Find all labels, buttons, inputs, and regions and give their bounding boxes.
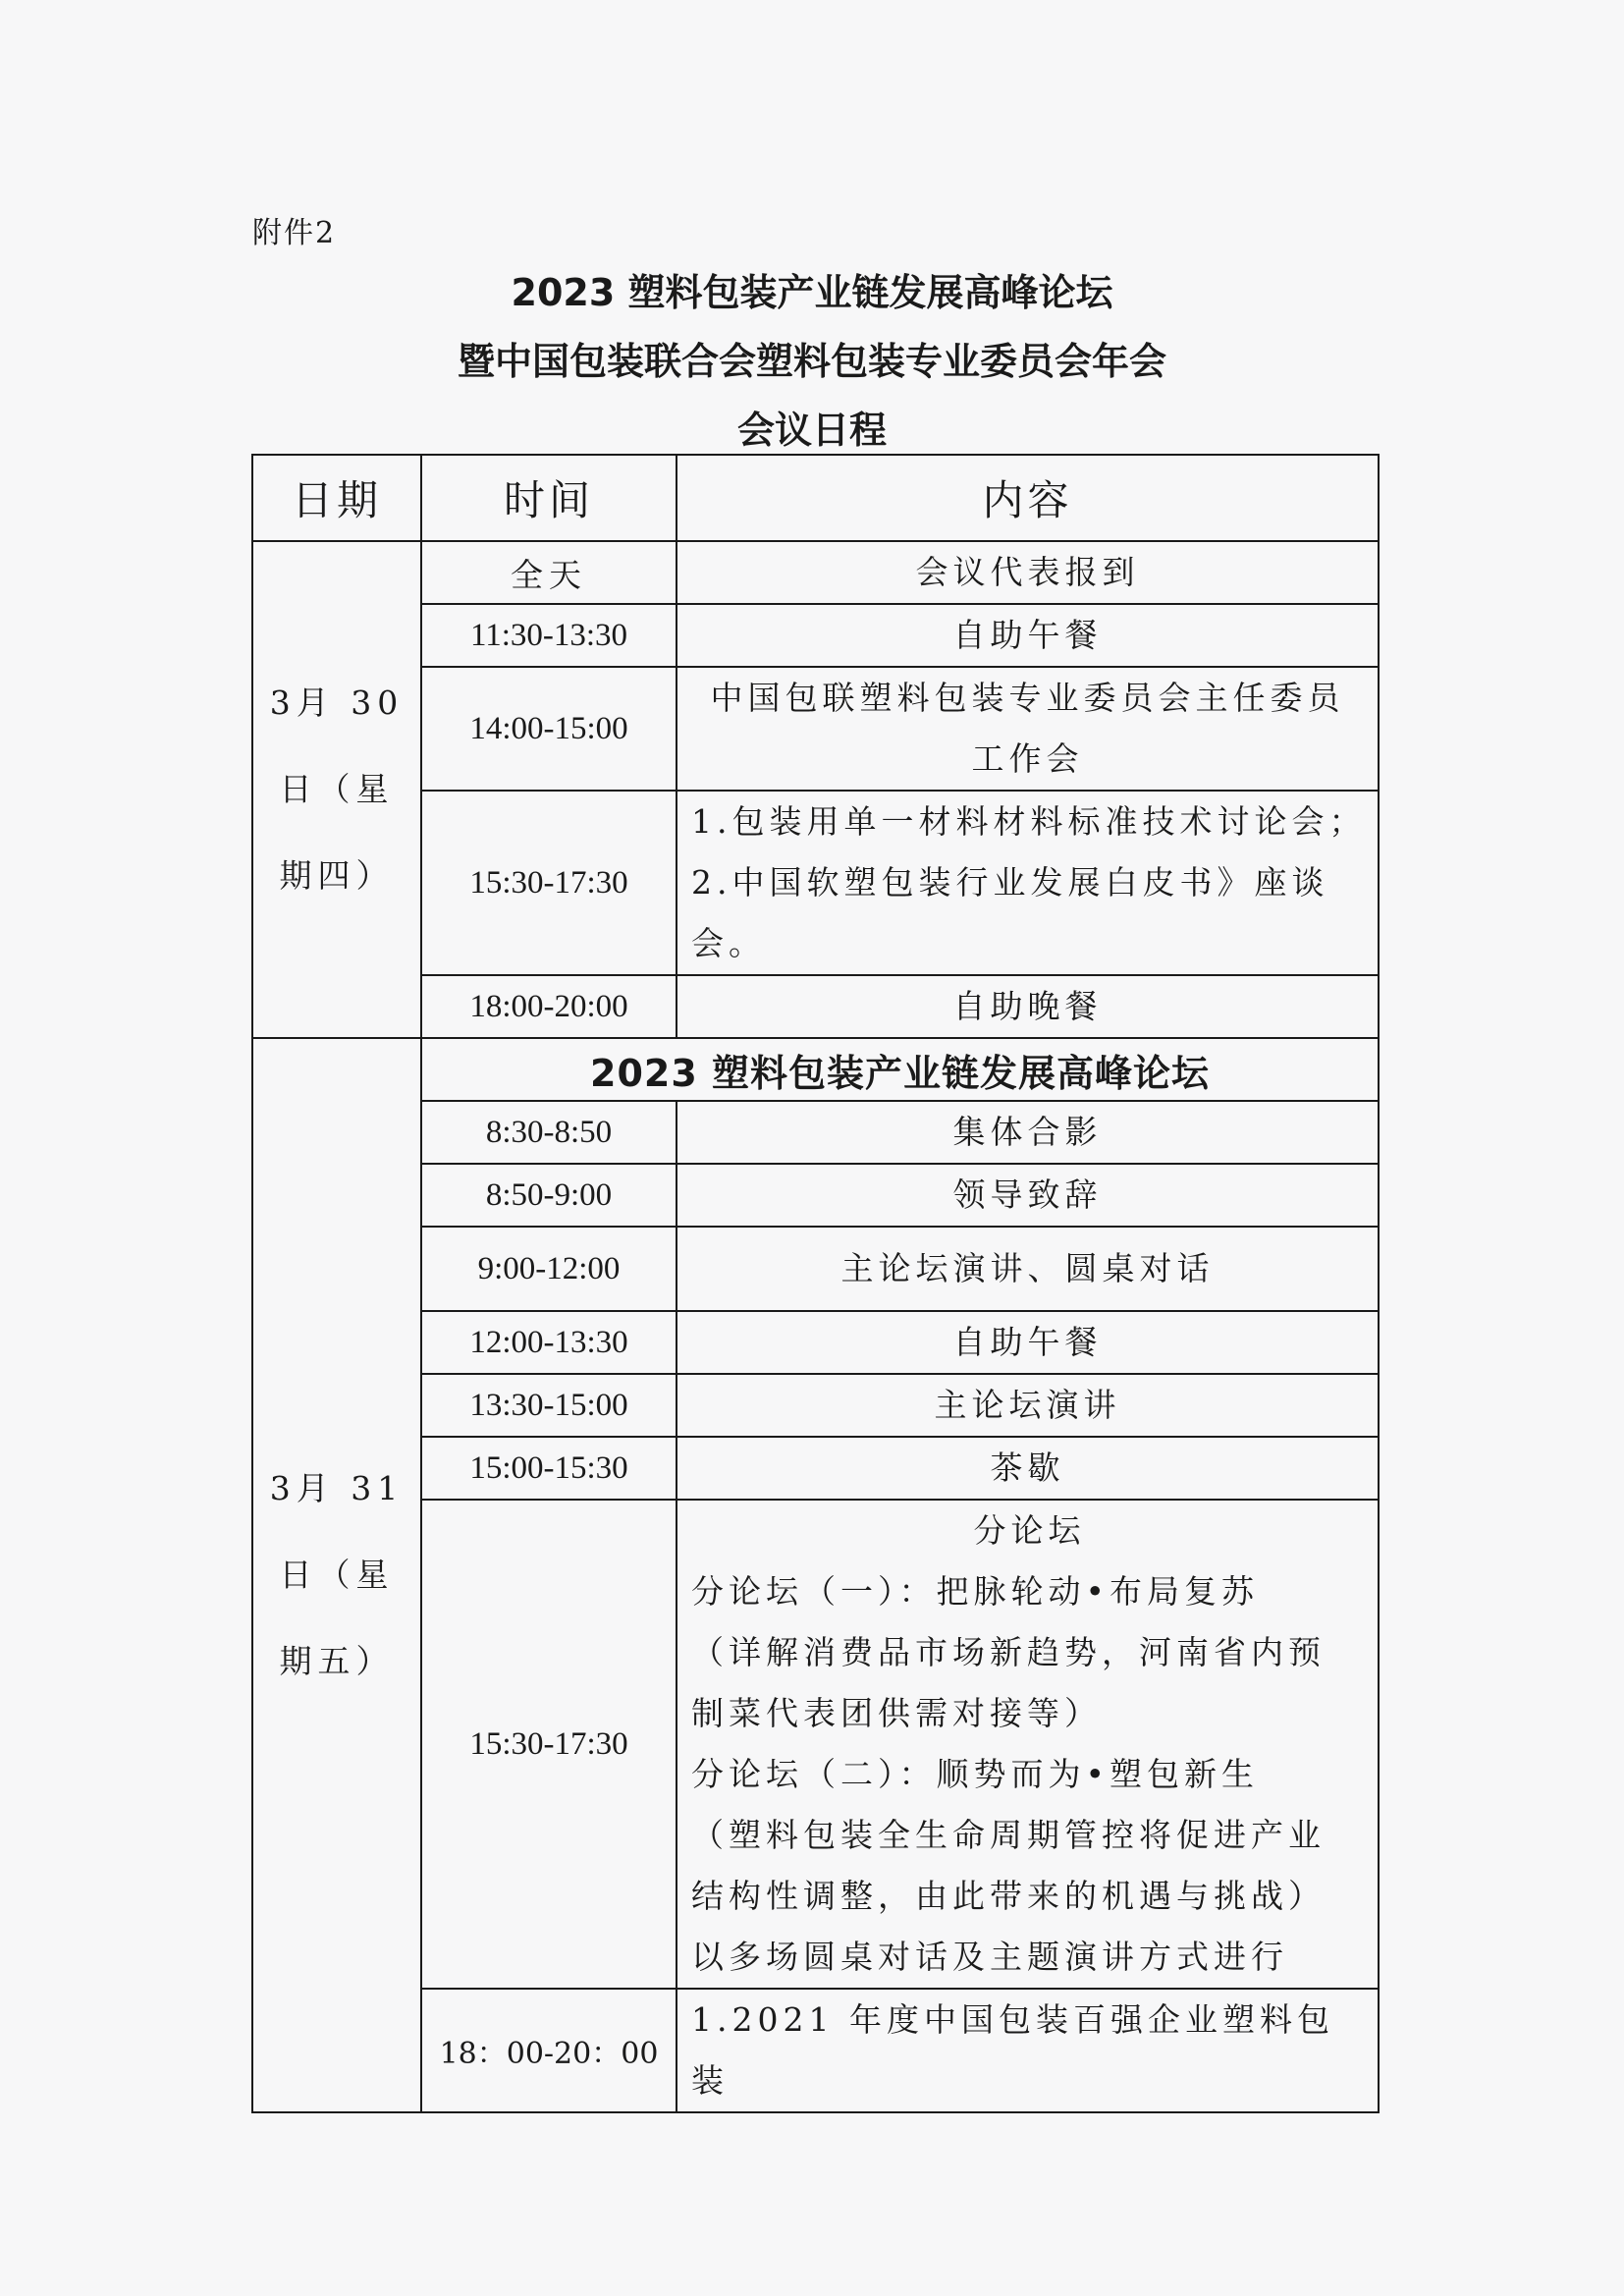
content-cell: 茶歇 [677,1437,1379,1500]
header-date: 日期 [252,455,421,541]
time-cell: 全天 [421,541,677,604]
time-cell: 14:00-15:00 [421,667,677,791]
time-cell: 8:30-8:50 [421,1101,677,1164]
time-cell: 15:30-17:30 [421,791,677,975]
forum-title: 2023 塑料包装产业链发展高峰论坛 [421,1038,1379,1101]
content-cell: 集体合影 [677,1101,1379,1164]
time-cell: 15:00-15:30 [421,1437,677,1500]
attachment-label: 附件2 [252,216,337,250]
table-row [252,1227,1379,1311]
content-cell: 主论坛演讲 [677,1374,1379,1437]
sub-title: 暨中国包装联合会塑料包装专业委员会年会 [457,340,1166,383]
table-row [252,1374,1379,1437]
time-cell: 13:30-15:00 [421,1374,677,1437]
table-row [252,1500,1379,1989]
table-row [252,667,1379,791]
table-row [252,604,1379,667]
table-row [252,1989,1379,2112]
schedule-table [251,454,1380,2113]
date-cell-day1: 3月 30 日（星 期四） [252,541,421,1038]
main-title: 2023 塑料包装产业链发展高峰论坛 [511,271,1113,314]
table-row [252,541,1379,604]
content-cell: 中国包联塑料包装专业委员会主任委员 工作会 [677,667,1379,791]
table-row [252,1101,1379,1164]
schedule-title: 会议日程 [736,409,887,452]
header-time: 时间 [421,455,677,541]
content-cell: 会议代表报到 [677,541,1379,604]
table-row [252,1311,1379,1374]
content-cell: 自助晚餐 [677,975,1379,1038]
header-content: 内容 [677,455,1379,541]
table-header-row [252,455,1379,541]
time-cell: 18:00-20:00 [421,975,677,1038]
table-row [252,1164,1379,1227]
time-cell: 11:30-13:30 [421,604,677,667]
content-cell: 1.2021 年度中国包装百强企业塑料包装 [677,1989,1379,2112]
content-cell: 领导致辞 [677,1164,1379,1227]
time-cell: 9:00-12:00 [421,1227,677,1311]
forum-title-row [252,1038,1379,1101]
content-cell: 1.包装用单一材料材料标准技术讨论会； 2.中国软塑包装行业发展白皮书》座谈 会。 [677,791,1379,975]
time-cell: 18：00-20：00 [421,1989,677,2112]
time-cell: 12:00-13:30 [421,1311,677,1374]
content-cell: 自助午餐 [677,604,1379,667]
time-cell: 15:30-17:30 [421,1500,677,1989]
time-cell: 8:50-9:00 [421,1164,677,1227]
content-cell: 主论坛演讲、圆桌对话 [677,1227,1379,1311]
table-row [252,1437,1379,1500]
date-cell-day2: 3月 31 日（星 期五） [252,1038,421,2112]
content-cell: 分论坛 分论坛（一）：把脉轮动•布局复苏 （详解消费品市场新趋势，河南省内预 制菜代表团供需对接等） 分论坛（二）：顺势而为•塑包新生 （塑料包装全生命周期管控将促进产业 结构性调整，由此带来的机遇与挑战） 以多场圆桌对话及主题演讲方式进行 [677,1500,1379,1989]
content-cell: 自助午餐 [677,1311,1379,1374]
table-row [252,975,1379,1038]
document-titles [0,265,1624,471]
table-row [252,791,1379,975]
